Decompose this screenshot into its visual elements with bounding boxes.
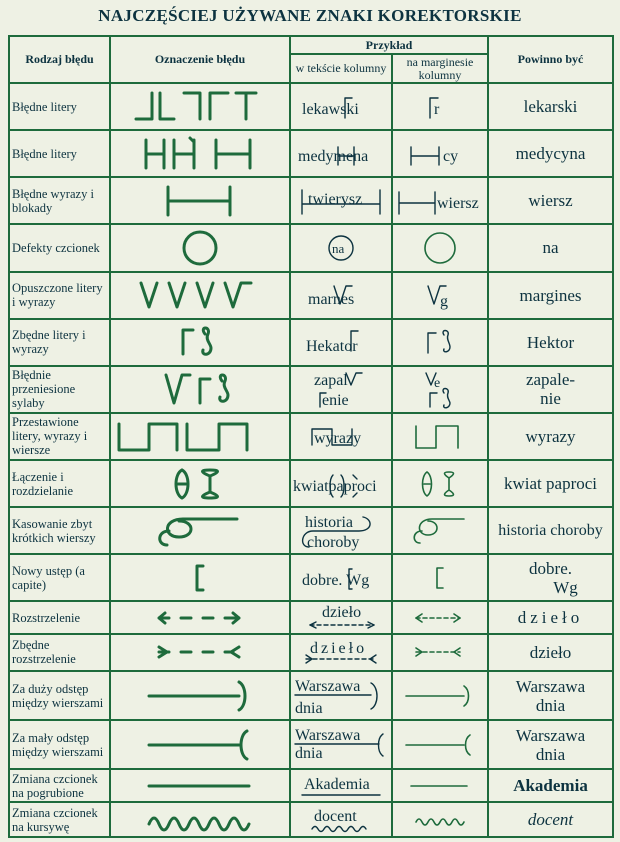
header-kind: Rodzaj błędu — [9, 36, 110, 83]
bold-underline-icon — [145, 776, 255, 796]
join-separate-icon — [415, 466, 465, 502]
row-label: Kasowanie zbyt krótkich wierszy — [9, 507, 110, 554]
table-row — [9, 319, 613, 366]
row-label: Opuszczone litery i wyrazy — [9, 272, 110, 319]
example-text-line1: zapal — [314, 372, 348, 390]
margin-mark — [395, 186, 485, 216]
italic-wave-example — [296, 805, 386, 835]
delete-example — [296, 327, 386, 357]
table-row — [9, 554, 613, 601]
delete-mark-icon — [175, 322, 225, 362]
transpose-icon — [410, 418, 470, 454]
bold-underline-icon — [405, 776, 475, 796]
row-label: Błędne litery — [9, 83, 110, 130]
letter-spacing-icon — [410, 608, 470, 628]
table-row — [9, 272, 613, 319]
join-separate-icon — [170, 464, 230, 504]
letter-spacing-icon — [155, 608, 245, 628]
syllable-move-icon — [160, 369, 240, 409]
table-row — [9, 177, 613, 224]
margin-text: e — [434, 376, 441, 392]
row-label: Zbędne rozstrzelenie — [9, 634, 110, 671]
row-label: Błędne litery — [9, 130, 110, 177]
header-in-text: w tekście kolumny — [290, 54, 392, 83]
margin-text: g — [440, 293, 448, 311]
reduce-leading-icon — [400, 678, 480, 714]
table-row — [9, 720, 613, 769]
correct-text: kwiat paproci — [488, 460, 613, 507]
correct-text: margines — [488, 272, 613, 319]
header-example: Przykład — [290, 36, 488, 54]
example-text: twierysz — [308, 190, 363, 208]
correct-text: Akademia — [488, 769, 613, 802]
example-text-line2: enie — [322, 392, 349, 410]
run-on-icon — [410, 513, 470, 549]
circle-example — [321, 233, 361, 263]
correct-text: dzieło — [488, 601, 613, 634]
italic-wave-icon — [145, 808, 255, 832]
table-row — [9, 413, 613, 460]
correct-text: lekarski — [488, 83, 613, 130]
correct-text-line1: Warszawa — [515, 725, 586, 745]
margin-text: wiersz — [437, 194, 479, 212]
italic-wave-icon — [410, 810, 470, 830]
syllable-example — [296, 369, 386, 409]
correct-text-line1: dobre. — [529, 558, 572, 578]
example-text-line2: dnia — [295, 699, 323, 717]
example-text: marnes — [308, 291, 355, 309]
insertion-marks-icon — [135, 275, 265, 315]
margin-mark — [405, 139, 475, 169]
remove-spacing-example — [296, 637, 386, 667]
example-text: lekawski — [302, 100, 359, 118]
table-row — [9, 634, 613, 671]
margin-mark — [420, 369, 460, 409]
correct-text: medycyna — [488, 130, 613, 177]
margin-text: r — [434, 100, 440, 118]
letter-spacing-example — [296, 603, 386, 633]
correct-text: wiersz — [488, 177, 613, 224]
table-row — [9, 224, 613, 271]
reduce-leading-example — [293, 675, 389, 717]
increase-leading-icon — [145, 725, 255, 765]
example-text: wyrazy — [314, 430, 362, 448]
correct-text-line2: Wg — [553, 577, 578, 597]
example-text-line1: historia — [305, 513, 353, 531]
correct-text-line1: zapale- — [525, 370, 576, 390]
new-paragraph-example — [296, 563, 386, 593]
wrong-letter-example — [296, 92, 386, 122]
correct-text: wyrazy — [488, 413, 613, 460]
reduce-leading-icon — [145, 676, 255, 716]
run-on-example — [293, 511, 389, 551]
remove-spacing-icon — [410, 642, 470, 662]
example-text: dobre. Wg — [302, 571, 370, 589]
header-mark: Oznaczenie błędu — [110, 36, 290, 83]
table-row — [9, 769, 613, 802]
table-row — [9, 671, 613, 720]
example-text: dzieło — [322, 603, 362, 621]
row-label: Błędnie przeniesione sylaby — [9, 366, 110, 413]
bold-underline-example — [296, 771, 386, 801]
margin-text: cy — [443, 147, 459, 165]
correct-text: Hektor — [488, 319, 613, 366]
increase-leading-icon — [400, 727, 480, 763]
row-label: Łączenie i rozdzielanie — [9, 460, 110, 507]
header-correct: Powinno być — [488, 36, 613, 83]
wrong-word-bracket-icon — [160, 181, 240, 221]
row-label: Rozstrzelenie — [9, 601, 110, 634]
example-text-line2: dnia — [295, 744, 323, 762]
increase-leading-example — [293, 724, 389, 766]
table-row — [9, 130, 613, 177]
wrong-letter-marks-icon — [130, 87, 270, 127]
example-text-line2: choroby — [307, 533, 360, 551]
correct-text-line2: nie — [540, 389, 561, 409]
wrong-letters-bracket-icon — [140, 134, 260, 174]
table-row — [9, 460, 613, 507]
margin-mark — [420, 280, 460, 310]
row-label: Za mały odstęp między wierszami — [9, 720, 110, 769]
wrong-word-example — [296, 186, 386, 216]
correct-text: na — [488, 224, 613, 271]
example-text-line1: Warszawa — [295, 677, 361, 695]
correct-text: dzieło — [488, 634, 613, 671]
example-text: docent — [314, 807, 357, 825]
example-text: kwiatpaproci — [293, 477, 377, 495]
circle-icon — [175, 228, 225, 268]
correct-text-line1: Warszawa — [515, 676, 586, 696]
insertion-example — [296, 280, 386, 310]
row-label: Błędne wyrazy i blokady — [9, 177, 110, 224]
example-text: medymena — [298, 147, 369, 165]
table-row — [9, 802, 613, 837]
circle-icon — [420, 230, 460, 266]
row-label: Zmiana czcionek na pogrubione — [9, 769, 110, 802]
new-paragraph-icon — [425, 560, 455, 596]
page-title: NAJCZĘŚCIEJ UŻYWANE ZNAKI KOREKTORSKIE — [98, 6, 522, 25]
join-separate-example — [293, 469, 389, 499]
margin-mark — [420, 92, 460, 122]
margin-mark — [420, 327, 460, 357]
example-text: Hekator — [306, 338, 358, 356]
table-row — [9, 366, 613, 413]
correct-text-line2: dnia — [535, 744, 566, 764]
table-row — [9, 83, 613, 130]
example-text: dzieło — [310, 640, 368, 658]
proofreading-marks-table — [8, 35, 614, 838]
correct-text: historia choroby — [488, 507, 613, 554]
transpose-example — [296, 421, 386, 451]
new-paragraph-icon — [185, 558, 215, 598]
table-row — [9, 601, 613, 634]
example-text-line1: Warszawa — [295, 726, 361, 744]
example-text: Akademia — [304, 775, 370, 793]
remove-spacing-icon — [155, 642, 245, 662]
row-label: Zbędne litery i wyrazy — [9, 319, 110, 366]
row-label: Za duży odstęp między wierszami — [9, 671, 110, 720]
transpose-icon — [115, 416, 285, 456]
row-label: Nowy ustęp (a capite) — [9, 554, 110, 601]
header-in-margin: na marginesie kolumny — [392, 54, 488, 83]
correct-text-line2: dnia — [535, 695, 566, 715]
row-label: Zmiana czcionek na kursywę — [9, 802, 110, 837]
row-label: Przestawione litery, wyrazy i wiersze — [9, 413, 110, 460]
row-label: Defekty czcionek — [9, 224, 110, 271]
run-on-icon — [155, 511, 245, 551]
table-row — [9, 507, 613, 554]
example-text: na — [332, 240, 345, 256]
correct-text: docent — [488, 802, 613, 837]
wrong-letters-example — [296, 139, 386, 169]
